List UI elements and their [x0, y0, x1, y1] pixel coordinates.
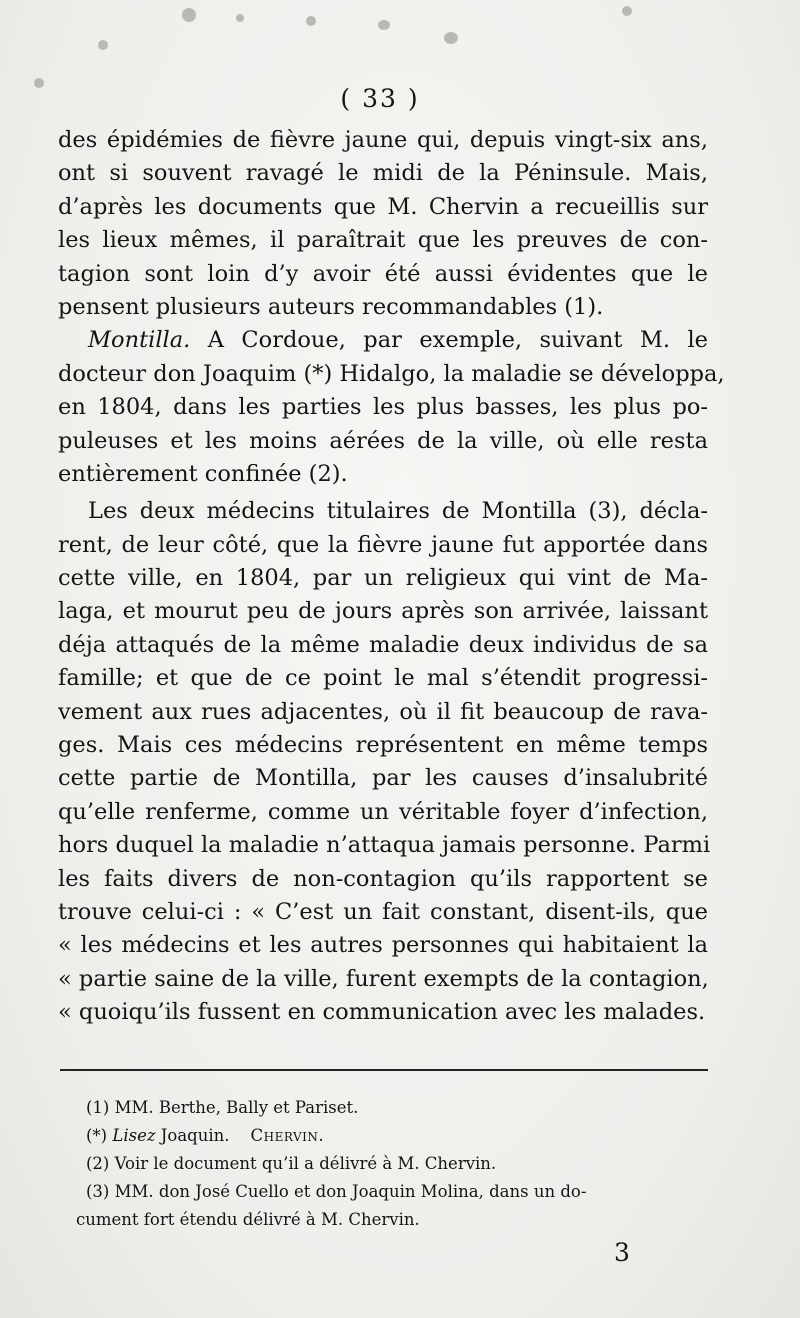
montilla-paragraph-start [58, 324, 708, 357]
footnote-2: (2) Voir le document qu’il a délivré à M. Chervin. [86, 1154, 497, 1173]
text-line: en 1804, dans les parties les plus basses, les plus po- [58, 394, 708, 421]
text-line: vement aux rues adjacentes, où il fit beaucoup de rava- [58, 698, 708, 725]
text-line: les faits divers de non-contagion qu’ils rapportent se [58, 865, 708, 892]
text-line: ges. Mais ces médecins représentent en même temps [58, 732, 708, 759]
text-line: docteur don Joaquim (*) Hidalgo, la maladie se développa, [58, 360, 725, 387]
text-line: cette partie de Montilla, par les causes d’insalubrité [58, 765, 708, 792]
montilla-line-rest: A Cordoue, par exemple, suivant M. le [207, 327, 708, 354]
text-line: d’après les documents que M. Chervin a recueillis sur [58, 193, 708, 220]
paper-speck [622, 6, 632, 16]
footnote-3-continued: cument fort étendu délivré à M. Chervin. [76, 1210, 420, 1229]
text-line: ont si souvent ravagé le midi de la Péninsule. Mais, [58, 160, 708, 187]
text-line: « partie saine de la ville, furent exempts de la contagion, [58, 965, 709, 992]
footnote-star-signature: Chervin. [250, 1126, 325, 1145]
paper-speck [306, 16, 316, 26]
paper-speck [444, 32, 458, 44]
paper-speck [236, 14, 244, 22]
text-line: laga, et mourut peu de jours après son arrivée, laissant [58, 598, 708, 625]
text-line: famille; et que de ce point le mal s’étendit progressi- [58, 665, 708, 692]
footnote-star [86, 1122, 708, 1150]
footnote-1: (1) MM. Berthe, Bally et Pariset. [86, 1098, 359, 1117]
text-line: les lieux mêmes, il paraîtrait que les preuves de con- [58, 227, 708, 254]
paper-speck [378, 20, 390, 30]
footnote-star-lisez: Lisez [112, 1126, 156, 1145]
page-number-header: ( 33 ) [340, 84, 420, 113]
text-line: trouve celui-ci : « C’est un fait constant, disent-ils, que [58, 898, 708, 925]
text-line: entièrement confinée (2). [58, 460, 348, 487]
text-line: pensent plusieurs auteurs recommandables (1). [58, 293, 604, 320]
footnotes [76, 1094, 708, 1234]
text-line: rent, de leur côté, que la fièvre jaune fut apportée dans [58, 531, 708, 558]
text-line: puleuses et les moins aérées de la ville, où elle resta [58, 427, 708, 454]
signature-mark: 3 [614, 1238, 630, 1267]
footnote-star-name: Joaquin. [160, 1126, 230, 1145]
text-line: qu’elle renferme, comme un véritable foyer d’infection, [58, 798, 708, 825]
text-line: tagion sont loin d’y avoir été aussi évidentes que le [58, 260, 708, 287]
main-text [58, 124, 725, 1030]
text-line: « quoiqu’ils fussent en communication avec les malades. [58, 999, 706, 1026]
footnote-divider [60, 1069, 708, 1071]
text-line: déja attaqués de la même maladie deux individus de sa [58, 631, 708, 658]
text-line: des épidémies de fièvre jaune qui, depuis vingt-six ans, [58, 127, 708, 153]
text-line: Les deux médecins titulaires de Montilla (3), décla- [88, 498, 708, 525]
text-line: cette ville, en 1804, par un religieux qui vint de Ma- [58, 565, 708, 592]
footnote-star-marker: (*) [86, 1126, 108, 1145]
text-line: hors duquel la maladie n’attaqua jamais personne. Parmi [58, 832, 711, 859]
paper-speck [182, 8, 196, 22]
text-line: « les médecins et les autres personnes qui habitaient la [58, 932, 708, 959]
footnote-3: (3) MM. don José Cuello et don Joaquin Molina, dans un do- [86, 1182, 587, 1201]
paper-speck [98, 40, 108, 50]
montilla-heading: Montilla. [88, 327, 191, 354]
